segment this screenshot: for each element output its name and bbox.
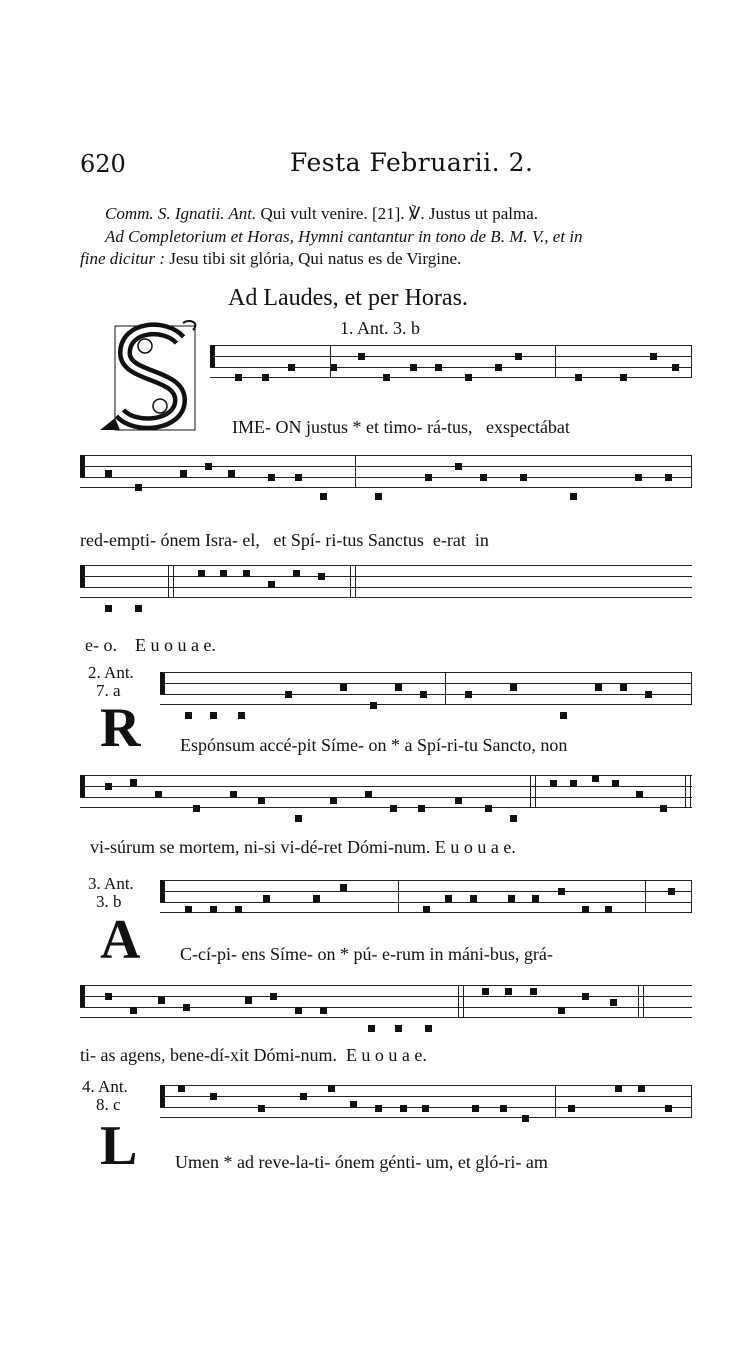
antiphon-2-mode: 7. a: [96, 681, 121, 700]
staff-line: [80, 775, 692, 776]
neume-note: [425, 1025, 432, 1032]
neume-note: [645, 691, 652, 698]
bar-line: [330, 345, 331, 378]
neume-note: [340, 684, 347, 691]
antiphon-1-label: 1. Ant. 3. b: [340, 318, 421, 338]
antiphon-3-staff-2: [80, 985, 692, 1017]
neume-note: [158, 997, 165, 1004]
neume-note: [350, 1101, 357, 1108]
staff-line: [160, 683, 692, 684]
neume-note: [620, 684, 627, 691]
neume-note: [330, 797, 337, 804]
antiphon-1-staff-1: [210, 345, 692, 377]
neume-note: [445, 895, 452, 902]
neume-note: [340, 884, 347, 891]
antiphon-4-staff-1: [160, 1085, 692, 1117]
neume-note: [288, 364, 295, 371]
neume-note: [205, 463, 212, 470]
neume-note: [615, 1085, 622, 1092]
neume-note: [105, 783, 112, 790]
antiphon-1-lyric-3: e- o. E u o u a e.: [85, 635, 216, 655]
neume-note: [660, 805, 667, 812]
neume-note: [530, 988, 537, 995]
neume-note: [505, 988, 512, 995]
neume-note: [198, 570, 205, 577]
page-title: Festa Februarii. 2.: [290, 148, 534, 177]
neume-note: [480, 474, 487, 481]
neume-note: [263, 895, 270, 902]
neume-note: [390, 805, 397, 812]
neume-note: [180, 470, 187, 477]
neume-note: [638, 1085, 645, 1092]
bar-line: [691, 455, 692, 488]
antiphon-1-staff-2: [80, 455, 692, 487]
neume-note: [285, 691, 292, 698]
neume-note: [455, 463, 462, 470]
staff-line: [80, 1007, 692, 1008]
antiphon-2-lyric-2: vi-súrum se mortem, ni-si vi-dé-ret Dómi-num. E u o u a e.: [90, 837, 516, 857]
neume-note: [400, 1105, 407, 1112]
c-clef: [80, 455, 85, 477]
neume-note: [135, 605, 142, 612]
neume-note: [268, 474, 275, 481]
neume-note: [665, 1105, 672, 1112]
staff-line: [80, 477, 692, 478]
neume-note: [210, 712, 217, 719]
neume-note: [185, 712, 192, 719]
bar-line: [555, 1085, 556, 1118]
antiphon-4-number: 4. Ant.: [82, 1077, 128, 1096]
neume-note: [270, 993, 277, 1000]
neume-note: [582, 993, 589, 1000]
bar-line: [691, 1085, 692, 1118]
neume-note: [570, 493, 577, 500]
bar-line: [530, 775, 536, 808]
neume-note: [558, 1007, 565, 1014]
page-number: 620: [80, 150, 126, 178]
neume-note: [295, 1007, 302, 1014]
neume-note: [570, 780, 577, 787]
neume-note: [365, 791, 372, 798]
neume-note: [320, 1007, 327, 1014]
neume-note: [500, 1105, 507, 1112]
neume-note: [465, 374, 472, 381]
neume-note: [105, 605, 112, 612]
neume-note: [435, 364, 442, 371]
neume-note: [293, 570, 300, 577]
neume-note: [612, 780, 619, 787]
neume-note: [520, 474, 527, 481]
staff-line: [160, 902, 692, 903]
neume-note: [395, 1025, 402, 1032]
neume-note: [130, 779, 137, 786]
c-clef: [80, 775, 85, 797]
rubric-line-3: [80, 248, 461, 270]
neume-note: [485, 805, 492, 812]
rubric-completorium: Ad Completorium et Horas, Hymni cantantur in tono de B. M. V., et in: [105, 227, 583, 246]
neume-note: [465, 691, 472, 698]
neume-note: [668, 888, 675, 895]
staff-line: [80, 466, 692, 467]
neume-note: [515, 353, 522, 360]
neume-note: [210, 906, 217, 913]
antiphon-1-staff-3: [80, 565, 692, 597]
bar-line: [398, 880, 399, 913]
neume-note: [262, 374, 269, 381]
neume-note: [268, 581, 275, 588]
section-heading: Ad Laudes, et per Horas.: [228, 285, 468, 311]
staff-line: [80, 985, 692, 986]
c-clef: [160, 672, 165, 694]
neume-note: [420, 691, 427, 698]
neume-note: [130, 1007, 137, 1014]
staff-line: [160, 891, 692, 892]
bar-line: [555, 345, 556, 378]
staff-line: [160, 704, 692, 705]
antiphon-2-initial: R: [100, 697, 141, 759]
bar-line: [355, 455, 356, 488]
neume-note: [636, 791, 643, 798]
antiphon-1-lyric-1: IME- ON justus * et timo- rá-tus, exspectábat: [232, 417, 570, 437]
neume-note: [510, 815, 517, 822]
neume-note: [455, 797, 462, 804]
neume-note: [605, 906, 612, 913]
staff-line: [80, 797, 692, 798]
neume-note: [472, 1105, 479, 1112]
decorated-initial-s: [95, 318, 210, 440]
staff-line: [210, 356, 692, 357]
neume-note: [575, 374, 582, 381]
neume-note: [238, 712, 245, 719]
neume-note: [105, 470, 112, 477]
antiphon-4-mode: 8. c: [96, 1095, 121, 1114]
neume-note: [295, 474, 302, 481]
staff-line: [210, 367, 692, 368]
bar-line: [691, 672, 692, 705]
neume-note: [228, 470, 235, 477]
neume-note: [395, 684, 402, 691]
antiphon-3-lyric-2: ti- as agens, bene-dí-xit Dómi-num. E u o u a e.: [80, 1045, 427, 1065]
staff-line: [80, 455, 692, 456]
neume-note: [568, 1105, 575, 1112]
rubric-commemoration-text: Qui vult venire. [21]. ℣. Justus ut palma.: [256, 204, 538, 223]
neume-note: [368, 1025, 375, 1032]
antiphon-3-initial: A: [100, 909, 141, 971]
bar-line: [685, 775, 691, 808]
neume-note: [183, 1004, 190, 1011]
neume-note: [418, 805, 425, 812]
antiphon-2-staff-1: [160, 672, 692, 704]
neume-note: [620, 374, 627, 381]
neume-note: [258, 1105, 265, 1112]
rubric-fine: fine dicitur :: [80, 249, 165, 268]
staff-line: [210, 345, 692, 346]
neume-note: [550, 780, 557, 787]
neume-note: [375, 493, 382, 500]
neume-note: [300, 1093, 307, 1100]
neume-note: [532, 895, 539, 902]
neume-note: [105, 993, 112, 1000]
antiphon-3-number: 3. Ant.: [88, 874, 134, 893]
neume-note: [592, 775, 599, 782]
neume-note: [482, 988, 489, 995]
neume-note: [235, 906, 242, 913]
neume-note: [558, 888, 565, 895]
neume-note: [295, 815, 302, 822]
neume-note: [422, 1105, 429, 1112]
c-clef: [80, 985, 85, 1007]
neume-note: [610, 999, 617, 1006]
c-clef: [210, 345, 215, 367]
neume-note: [672, 364, 679, 371]
staff-line: [160, 1085, 692, 1086]
staff-line: [80, 487, 692, 488]
bar-line: [445, 672, 446, 705]
neume-note: [235, 374, 242, 381]
neume-note: [358, 353, 365, 360]
antiphon-2-lyric-1: Espónsum accé-pit Síme- on * a Spí-ri-tu Sancto, non: [180, 735, 568, 755]
c-clef: [160, 880, 165, 902]
staff-line: [160, 1117, 692, 1118]
antiphon-4-lyric-1: Umen * ad reve-la-ti- ónem génti- um, et gló-ri- am: [175, 1152, 548, 1172]
staff-line: [80, 1017, 692, 1018]
antiphon-3-label: [88, 875, 134, 911]
bar-line: [691, 880, 692, 913]
staff-line: [160, 880, 692, 881]
c-clef: [80, 565, 85, 587]
neume-note: [560, 712, 567, 719]
antiphon-4-initial: L: [100, 1115, 138, 1177]
neume-note: [423, 906, 430, 913]
antiphon-2-number: 2. Ant.: [88, 663, 134, 682]
neume-note: [665, 474, 672, 481]
bar-line: [645, 880, 646, 913]
neume-note: [210, 1093, 217, 1100]
staff-line: [80, 786, 692, 787]
neume-note: [522, 1115, 529, 1122]
neume-note: [470, 895, 477, 902]
neume-note: [328, 1085, 335, 1092]
neume-note: [495, 364, 502, 371]
neume-note: [193, 805, 200, 812]
neume-note: [370, 702, 377, 709]
antiphon-2-staff-2: [80, 775, 692, 807]
neume-note: [155, 791, 162, 798]
neume-note: [178, 1085, 185, 1092]
neume-note: [635, 474, 642, 481]
staff-line: [80, 996, 692, 997]
antiphon-3-mode: 3. b: [96, 892, 122, 911]
neume-note: [220, 570, 227, 577]
neume-note: [425, 474, 432, 481]
neume-note: [330, 364, 337, 371]
antiphon-4-label: [82, 1078, 128, 1114]
neume-note: [510, 684, 517, 691]
neume-note: [185, 906, 192, 913]
rubric-line-1: [105, 203, 538, 225]
neume-note: [258, 797, 265, 804]
neume-note: [135, 484, 142, 491]
neume-note: [230, 791, 237, 798]
bar-line: [638, 985, 644, 1018]
neume-note: [582, 906, 589, 913]
staff-line: [160, 1096, 692, 1097]
antiphon-1-lyric-2: red-empti- ónem Isra- el, et Spí- ri-tus Sanctus e-rat in: [80, 530, 489, 550]
staff-line: [80, 807, 692, 808]
neume-note: [595, 684, 602, 691]
rubric-doxology: Jesu tibi sit glória, Qui natus es de Virgine.: [164, 249, 462, 268]
staff-line: [160, 672, 692, 673]
rubric-commemoration: Comm. S. Ignatii. Ant.: [105, 204, 257, 223]
neume-note: [375, 1105, 382, 1112]
bar-line: [168, 565, 174, 598]
antiphon-2-label: [88, 664, 134, 700]
neume-note: [245, 997, 252, 1004]
bar-line: [691, 345, 692, 378]
neume-note: [313, 895, 320, 902]
antiphon-3-lyric-1: C-cí-pi- ens Síme- on * pú- e-rum in máni-bus, grá-: [180, 944, 553, 964]
bar-line: [350, 565, 356, 598]
neume-note: [508, 895, 515, 902]
neume-note: [243, 570, 250, 577]
c-clef: [160, 1085, 165, 1107]
neume-note: [318, 573, 325, 580]
neume-note: [383, 374, 390, 381]
neume-note: [650, 353, 657, 360]
rubric-line-2: [105, 226, 583, 248]
antiphon-3-staff-1: [160, 880, 692, 912]
neume-note: [410, 364, 417, 371]
neume-note: [320, 493, 327, 500]
bar-line: [458, 985, 464, 1018]
